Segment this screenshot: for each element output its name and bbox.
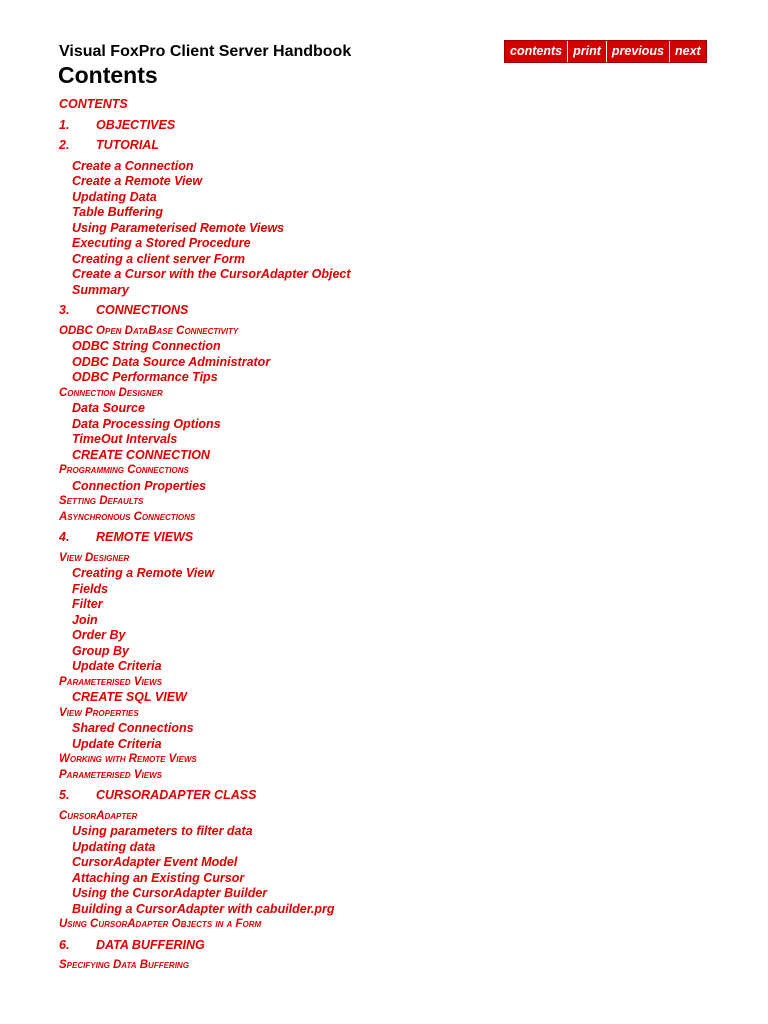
toc-entry-link[interactable] [72,840,155,855]
toc-entry-link[interactable] [72,824,253,839]
toc-entry-label: Group By [72,643,129,658]
toc-entry-label: Summary [72,282,129,297]
toc-entry-label: CONTENTS [59,97,128,111]
toc-entry-label: Connection Properties [72,478,207,493]
toc-entry-label: Update Criteria [72,736,162,751]
toc-entry-link[interactable] [59,386,163,401]
toc-entry-label: CursorAdapter [59,809,138,822]
toc-section-link[interactable] [59,303,188,318]
toc-section-link[interactable] [59,938,205,953]
toc-entry-label: ODBC Performance Tips [72,370,218,384]
toc-entry-label: Order By [72,628,126,642]
toc-entry-link[interactable] [72,886,267,901]
toc-entry-link[interactable] [72,159,194,174]
toc-entry-label: Working with Remote Views [59,753,197,765]
toc-entry-label: Asynchronous Connections [59,510,196,523]
toc-entry-link[interactable] [59,958,189,973]
toc-entry-link[interactable] [72,597,103,612]
page-heading: Contents [58,62,158,88]
toc-entry-link[interactable] [59,463,189,478]
toc-entry-label: Shared Connections [72,721,194,735]
toc-section-number: 4. [59,530,70,544]
toc-entry-link[interactable] [72,283,129,298]
toc-entry-label: Create a Cursor with the CursorAdapter Object [72,267,351,281]
toc-entry-label: ODBC String Connection [72,339,221,353]
toc-entry-label: Attaching an Existing Cursor [72,870,245,885]
toc-entry-link[interactable] [72,582,108,597]
toc-entry-label: ODBC Open DataBase Connectivity [59,324,239,337]
toc-entry-label: Creating a Remote View [72,566,214,580]
toc-entry-link[interactable] [72,370,218,385]
toc-entry-link[interactable] [72,721,194,736]
toc-entry-label: Setting Defaults [59,495,144,507]
toc-entry-link[interactable] [72,205,163,220]
toc-entry-link[interactable] [59,768,162,783]
toc-section-number: 2. [59,138,70,152]
toc-entry-link[interactable] [59,675,162,690]
toc-entry-label: Data Source [72,401,145,415]
toc-entry-label: Fields [72,581,109,596]
toc-entry-label: CREATE CONNECTION [72,447,210,462]
toc-entry-label: Building a CursorAdapter with cabuilder.prg [72,901,335,916]
toc-section-link[interactable] [59,138,159,153]
toc-entry-link[interactable] [72,432,177,447]
toc-entry-label: Update Criteria [72,659,162,673]
toc-entry-label: Creating a client server Form [72,251,245,266]
toc-entry-link[interactable] [72,267,351,282]
contents-link[interactable]: contents [505,41,568,62]
toc-entry-link[interactable] [72,737,162,752]
toc-entry-label: Filter [72,597,103,611]
toc-entry-label: CursorAdapter Event Model [72,855,238,869]
toc-entry-link[interactable] [59,324,238,339]
toc-entry-label: TimeOut Intervals [72,432,178,446]
toc-entry-link[interactable] [72,339,221,354]
toc-entry-link[interactable] [72,659,162,674]
toc-entry-link[interactable] [59,510,195,525]
toc-entry-label: CONNECTIONS [96,303,189,317]
toc-section-link[interactable] [59,530,193,545]
toc-entry-link[interactable] [72,871,244,886]
toc-entry-label: View Properties [59,706,139,719]
toc-section-link[interactable] [59,118,175,133]
toc-entry-link[interactable] [72,690,187,705]
toc-entry-link[interactable] [59,917,261,932]
toc-entry-label: Parameterised Views [59,675,162,688]
toc-entry-label: Parameterised Views [59,768,162,781]
toc-entry-link[interactable] [72,628,126,643]
toc-entry-label: Data Processing Options [72,416,221,431]
toc-entry-link[interactable] [72,355,270,370]
toc-entry-label: REMOTE VIEWS [96,530,194,544]
toc-section-link[interactable] [59,788,256,803]
toc-entry-link[interactable] [59,706,139,721]
toc-entry-link[interactable] [59,494,143,509]
toc-entry-link[interactable] [59,551,129,566]
toc-entry-label: CREATE SQL VIEW [72,690,187,704]
toc-section-number: 1. [59,117,70,132]
toc-entry-label: CURSORADAPTER CLASS [96,788,257,802]
toc-entry-label: View Designer [59,551,130,564]
toc-entry-link[interactable] [72,902,335,917]
toc-entry-label: Updating data [72,839,156,854]
toc-entry-label: Table Buffering [72,205,163,219]
toc-section-number: 3. [59,303,70,317]
toc-entry-label: Using CursorAdapter Objects in a Form [59,918,262,930]
toc-section-number: 6. [59,937,70,952]
toc-entry-link[interactable] [72,566,214,581]
toc-entry-link[interactable] [72,448,210,463]
toc-entry-link[interactable] [72,236,251,251]
toc-entry-label: Create a Connection [72,158,194,173]
toc-entry-link[interactable] [72,174,202,189]
toc-entry-link[interactable] [72,613,98,628]
toc-entry-link[interactable] [59,752,197,767]
print-link[interactable]: print [568,41,607,62]
toc-entry-link[interactable] [72,401,145,416]
toc-section-number: 5. [59,788,70,802]
toc-entry-link[interactable] [72,644,129,659]
toc-entry-label: Executing a Stored Procedure [72,236,251,250]
toc-entry-label: Connection Designer [59,386,163,399]
toc-entry-label: Programming Connections [59,464,189,476]
toc-entry-label: Specifying Data Buffering [59,959,189,971]
toc-entry-link[interactable] [72,479,206,494]
toc-entry-link[interactable] [72,417,221,432]
next-link[interactable]: next [674,44,701,58]
toc-entry-label: TUTORIAL [96,138,159,152]
toc-entry-label: ODBC Data Source Administrator [72,354,271,369]
toc-entry-label: Using the CursorAdapter Builder [72,886,268,900]
toc-entry-label: Updating Data [72,189,157,204]
toc-entry-label: OBJECTIVES [96,117,176,132]
toc-section-link[interactable] [59,97,128,112]
toc-entry-label: Create a Remote View [72,174,203,188]
toc-entry-link[interactable] [72,221,284,236]
toc-entry-link[interactable] [72,855,237,870]
toc-entry-label: Join [72,612,98,627]
previous-link[interactable]: previous [607,41,670,62]
toc-entry-label: Using Parameterised Remote Views [72,220,285,235]
toc-entry-label: Using parameters to filter data [72,824,253,838]
document-title: Visual FoxPro Client Server Handbook [59,43,352,60]
toc-entry-link[interactable] [59,809,137,824]
toc-entry-label: DATA BUFFERING [96,937,205,952]
toc-entry-link[interactable] [72,190,157,205]
toc-entry-link[interactable] [72,252,245,267]
